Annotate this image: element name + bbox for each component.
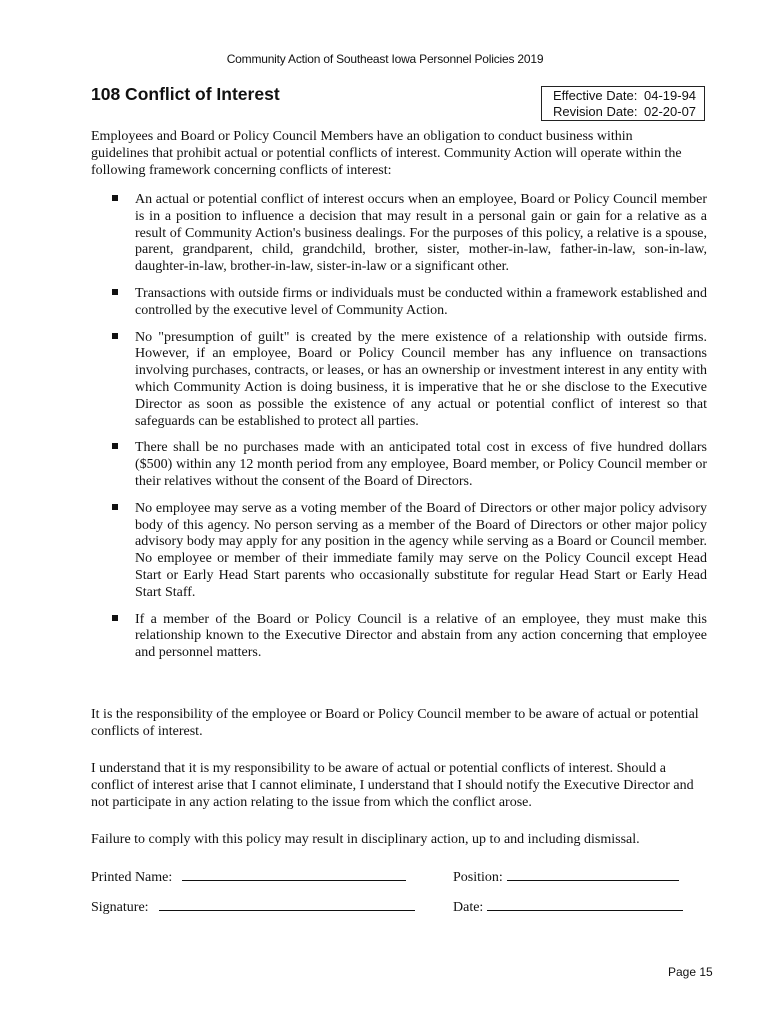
bullet-square-icon (112, 289, 118, 295)
date-label: Date: (453, 900, 484, 915)
intro-paragraph: Employees and Board or Policy Council Members have an obligation to conduct business within guidelines that prohibit actual or potential conflicts of interest. Community Action will operate within the following framework concerning conflicts of interest: (91, 129, 682, 178)
position-field[interactable] (453, 868, 679, 886)
list-item (111, 192, 707, 276)
signature-label: Signature: (91, 900, 149, 915)
printed-name-line[interactable] (182, 868, 406, 881)
responsibility-paragraph: It is the responsibility of the employee or Board or Policy Council member to be aware of actual or potential conflicts of interest. (91, 707, 699, 739)
list-item (111, 440, 707, 490)
bullet-square-icon (112, 504, 118, 510)
policy-bullet-list (111, 192, 707, 672)
bullet-square-icon (112, 333, 118, 339)
page-number: Page 15 (668, 965, 713, 979)
position-line[interactable] (507, 868, 679, 881)
position-label: Position: (453, 870, 503, 885)
date-line[interactable] (487, 898, 683, 911)
list-item (111, 286, 707, 320)
signature-line[interactable] (159, 898, 415, 911)
list-item-text: Transactions with outside firms or individuals must be conducted within a framework established and controlled by the executive level of Community Action. (135, 285, 707, 318)
revision-date-label: Revision Date: (553, 104, 638, 119)
revision-date-value: 02-20-07 (644, 104, 697, 119)
revision-date-row (553, 104, 704, 120)
bullet-square-icon (112, 195, 118, 201)
policy-title: 108 Conflict of Interest (91, 84, 280, 104)
effective-date-row (553, 88, 704, 104)
printed-name-label: Printed Name: (91, 870, 173, 885)
bullet-square-icon (112, 615, 118, 621)
policy-dates-box (541, 86, 705, 121)
printed-name-field[interactable] (91, 868, 406, 886)
failure-paragraph: Failure to comply with this policy may result in disciplinary action, up to and including dismissal. (91, 832, 640, 847)
list-item (111, 501, 707, 602)
effective-date-label: Effective Date: (553, 88, 638, 103)
acknowledgement-paragraph: I understand that it is my responsibility to be aware of actual or potential conflicts of interest. Should a conflict of interest arise that I cannot eliminate, I understand that I should notify the Executive Director and not participate in any action relating to the issue from which the conflict arose. (91, 761, 694, 810)
list-item (111, 612, 707, 662)
date-field[interactable] (453, 898, 683, 916)
list-item-text: No "presumption of guilt" is created by the mere existence of a relationship with outside firms. However, if an employee, Board or Policy Council member has any influence on transactions involving purchases, contracts, or leases, or has an ownership or investment interest in any entity with which Community Action is doing business, it is imperative that he or she disclose to the Executive Director as soon as possible the existence of any actual or potential conflict of interest so that safeguards can be established to protect all parties. (135, 329, 707, 429)
list-item-text: No employee may serve as a voting member of the Board of Directors or other major policy advisory body of this agency. No person serving as a member of the Board of Directors or other major policy advisory body may apply for any position in the agency while serving as a Board or Council member. No employee or member of their immediate family may serve on the Policy Council except Head Start or Early Head Start parents who occasionally substitute for regular Head Start or Early Head Start Staff. (135, 500, 707, 600)
running-header: Community Action of Southeast Iowa Personnel Policies 2019 (226, 52, 544, 66)
list-item-text: There shall be no purchases made with an anticipated total cost in excess of five hundred dollars ($500) within any 12 month period from any employee, Board member, or Policy Council member or their relatives without the consent of the Board of Directors. (135, 440, 707, 489)
bullet-square-icon (112, 443, 118, 449)
signature-field[interactable] (91, 898, 415, 916)
effective-date-value: 04-19-94 (644, 88, 697, 103)
list-item-text: If a member of the Board or Policy Council is a relative of an employee, they must make this relationship known to the Executive Director and abstain from any action concerning that employee and personnel matters. (135, 611, 707, 661)
list-item (111, 330, 707, 431)
list-item-text: An actual or potential conflict of interest occurs when an employee, Board or Policy Council member is in a position to influence a decision that may result in a personal gain or gain for a relative as a result of Community Action's business dealings. For the purposes of this policy, a relative is a spouse, parent, grandparent, child, grandchild, brother, sister, mother-in-law, father-in-law, son-in-law, daughter-in-law, brother-in-law, sister-in-law or a significant other. (135, 192, 707, 275)
